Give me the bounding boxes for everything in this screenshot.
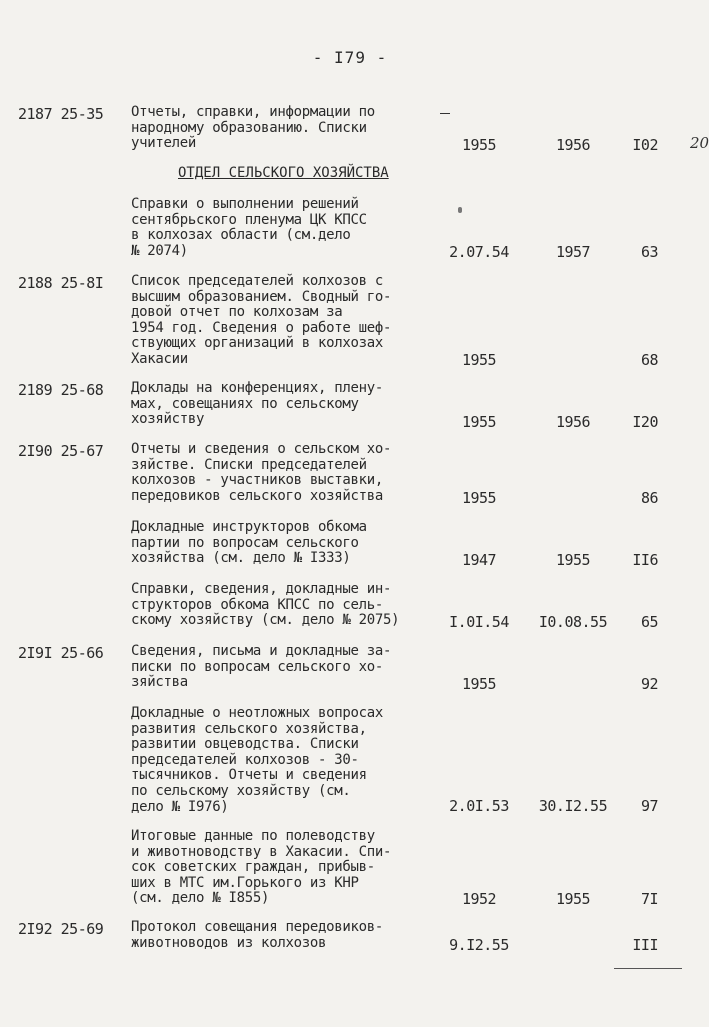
sheet-count: 86 — [640, 489, 658, 507]
item-number: 2188 25-8I — [18, 274, 104, 292]
start-date: 1955 — [461, 351, 497, 369]
sheet-count: III — [632, 936, 658, 954]
sheet-count: 92 — [640, 675, 658, 693]
item-number: 2I92 25-69 — [18, 920, 104, 938]
item-description: Справки, сведения, докладные ин- структоров обкома КПСС по сель- скому хозяйству (см. дело № 2075) — [131, 581, 400, 629]
ink-dot-mark — [458, 207, 462, 213]
start-date: 1955 — [461, 489, 497, 507]
item-description: Список председателей колхозов с высшим образованием. Сводный го- довой отчет по колхозам за 1954 год. Сведения о работе шеф- ствующих организаций в колхозах Хакасии — [131, 273, 392, 367]
sheet-count: 7I — [640, 890, 658, 908]
page-number: - I79 - — [312, 48, 388, 67]
item-description: Итоговые данные по полеводству и животноводству в Хакасии. Спи- сок советских граждан, прибыв- ших в МТС им.Горького из КНР (см. дело № I855) — [131, 828, 392, 907]
item-number: 2I90 25-67 — [18, 442, 104, 460]
end-date: 1957 — [555, 243, 591, 261]
end-date: 1955 — [555, 551, 591, 569]
item-description: Докладные инструкторов обкома партии по вопросам сельского хозяйства (см. дело № I333) — [131, 519, 367, 567]
item-description: Отчеты, справки, информации по народному образованию. Списки учителей — [131, 104, 375, 152]
item-description: Отчеты и сведения о сельском хо- зяйстве. Списки председателей колхозов - участников выставки, передовиков сельского хозяйства — [131, 441, 392, 504]
handwritten-note: 20 — [690, 134, 709, 152]
end-date: 1956 — [555, 413, 591, 431]
end-date: 1956 — [555, 136, 591, 154]
sheet-count: I20 — [632, 413, 658, 431]
start-date: 1955 — [461, 136, 497, 154]
start-date: 1947 — [461, 551, 497, 569]
start-date: 1955 — [461, 413, 497, 431]
item-description: Докладные о неотложных вопросах развития сельского хозяйства, развитии овцеводства. Списки председателей колхозов - 30- тысячников. Отчеты и сведения по сельскому хозяйству (см. дело № I976) — [131, 705, 383, 815]
item-number: 2187 25-35 — [18, 105, 104, 123]
item-description: Протокол совещания передовиков- животноводов из колхозов — [131, 919, 383, 951]
sheet-count: II6 — [632, 551, 658, 569]
sheet-count: 63 — [640, 243, 658, 261]
item-number: 2189 25-68 — [18, 381, 104, 399]
start-date: 1952 — [461, 890, 497, 908]
item-number: 2I9I 25-66 — [18, 644, 104, 662]
start-date: 9.I2.55 — [449, 936, 509, 954]
start-date: I.0I.54 — [449, 613, 509, 631]
start-date: 1955 — [461, 675, 497, 693]
item-description: Сведения, письма и докладные за- писки по вопросам сельского хо- зяйства — [131, 643, 392, 691]
start-date: 2.0I.53 — [449, 797, 509, 815]
sheet-count: I02 — [632, 136, 658, 154]
closing-line — [614, 968, 682, 969]
end-date: I0.08.55 — [538, 613, 608, 631]
margin-dash-mark — [440, 113, 450, 114]
item-description: Доклады на конференциях, плену- мах, совещаниях по сельскому хозяйству — [131, 380, 383, 428]
sheet-count: 65 — [640, 613, 658, 631]
end-date: 30.I2.55 — [538, 797, 608, 815]
start-date: 2.07.54 — [449, 243, 509, 261]
end-date: 1955 — [555, 890, 591, 908]
item-description: Справки о выполнении решений сентябрьского пленума ЦК КПСС в колхозах области (см.дело № 2074) — [131, 196, 367, 259]
sheet-count: 97 — [640, 797, 658, 815]
sheet-count: 68 — [640, 351, 658, 369]
section-title: ОТДЕЛ СЕЛЬСКОГО ХОЗЯЙСТВА — [178, 165, 389, 181]
